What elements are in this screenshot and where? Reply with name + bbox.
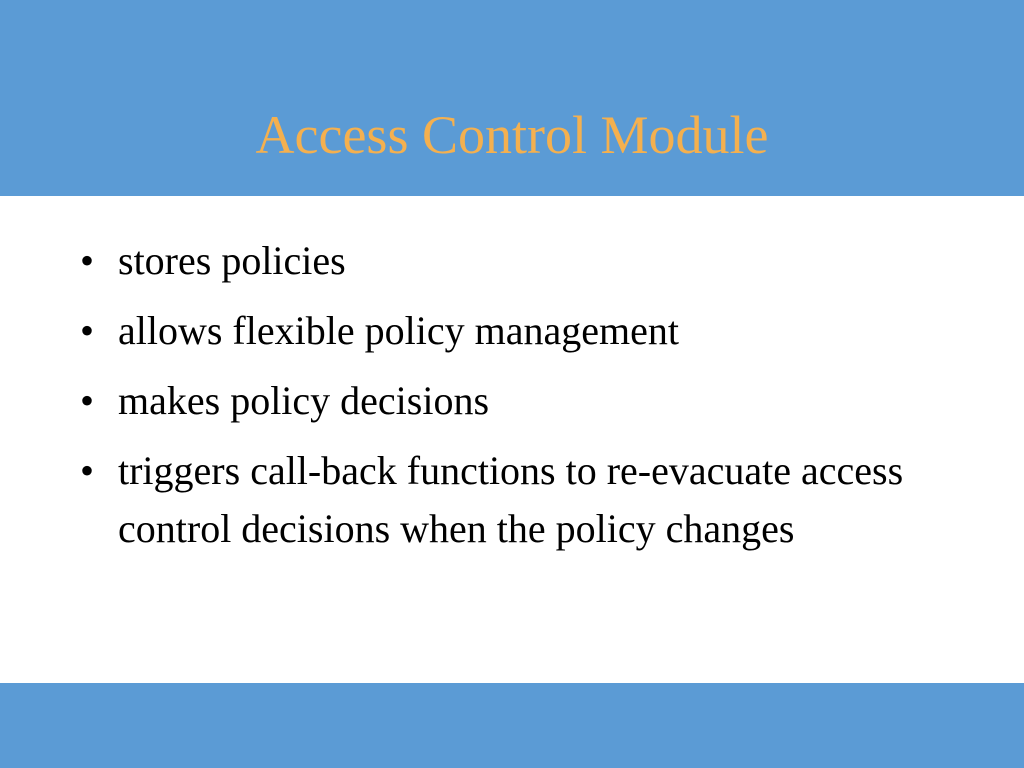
bullet-item xyxy=(80,372,960,430)
bullet-text: makes policy decisions xyxy=(118,378,490,423)
footer-band xyxy=(0,683,1024,768)
bullet-text: triggers call-back functions to re-evacuate access control decisions when the policy changes xyxy=(118,448,904,551)
bullet-marker: • xyxy=(80,238,95,283)
bullet-item xyxy=(80,442,960,558)
slide-title: Access Control Module xyxy=(255,105,769,165)
bullet-marker: • xyxy=(80,308,95,353)
header-band xyxy=(0,0,1024,196)
bullet-marker: • xyxy=(80,378,95,423)
bullet-text: stores policies xyxy=(118,238,346,283)
bullet-item xyxy=(80,302,960,360)
bullet-marker: • xyxy=(80,448,95,493)
bullet-item xyxy=(80,232,960,290)
bullet-text: allows flexible policy management xyxy=(118,308,679,353)
bullet-list xyxy=(80,232,960,570)
